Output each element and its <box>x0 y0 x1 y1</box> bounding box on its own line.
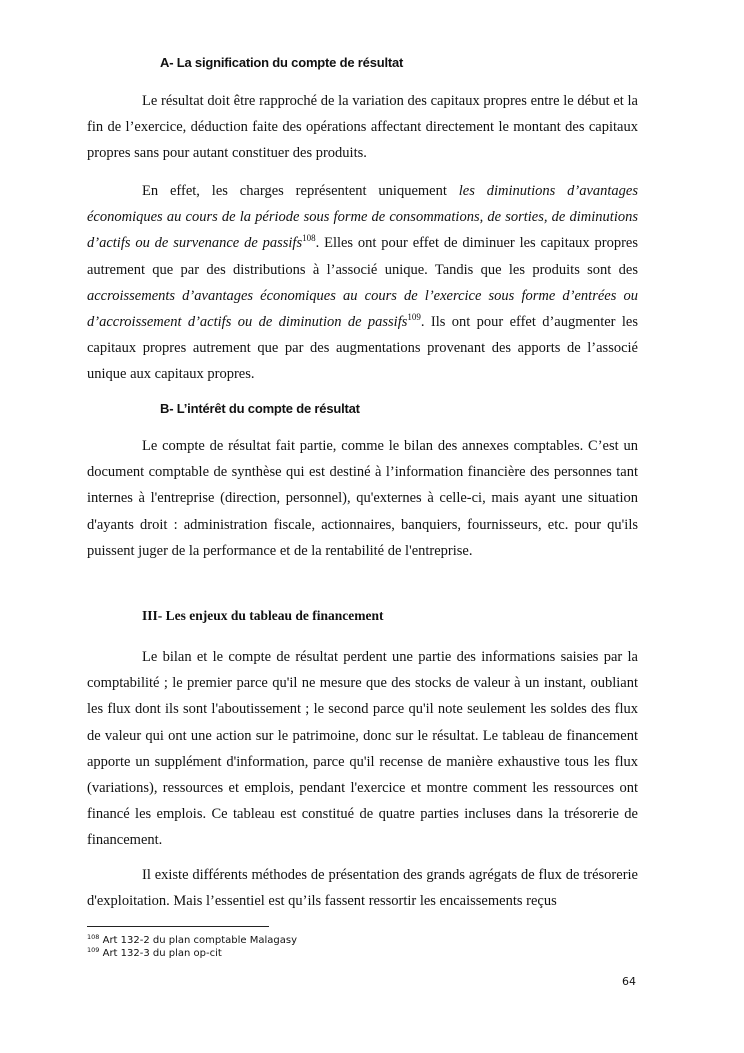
section-iii-heading: III- Les enjeux du tableau de financement <box>142 608 384 623</box>
footnote-108-text: Art 132-2 du plan comptable Malagasy <box>102 935 298 946</box>
page-number: 64 <box>622 975 636 988</box>
footnote-109-text: Art 132-3 du plan op-cit <box>102 948 222 959</box>
p2-text-3: . Ils ont pour effet d’augmenter les capitaux propres autrement que par des augmentations provenant des apports de l’associé unique aux capitaux propres. <box>87 314 638 383</box>
section-b-heading: B- L’intérêt du compte de résultat <box>160 401 360 416</box>
footnote-109-number: 109 <box>87 946 100 954</box>
p2-italic-definition-produits: accroissements d’avantages économiques au cours de l’exercice sous forme d’entrées ou d’accroissement d’actifs ou de diminution de passifs <box>87 287 638 331</box>
footnote-ref-108: 108 <box>302 233 316 244</box>
section-a-heading: A- La signification du compte de résultat <box>160 55 404 70</box>
p2-text-2: . Elles ont pour effet de diminuer les capitaux propres autrement que par des distributions à l’associé unique. Tandis que les produits sont des <box>87 235 638 278</box>
footnote-ref-109: 109 <box>407 312 421 323</box>
footnote-separator <box>87 926 269 927</box>
section-a-paragraph-1: Le résultat doit être rapproché de la variation des capitaux propres entre le début et la fin de l’exercice, déduction faite des opérations affectant directement le montant des capitaux propres sans pour autant constituer des produits. <box>87 93 638 162</box>
footnote-109 <box>87 947 222 960</box>
p2-text-1: En effet, les charges représentent uniquement <box>142 183 459 199</box>
section-iii-paragraph-1: Le bilan et le compte de résultat perdent une partie des informations saisies par la comptabilité ; le premier parce qu'il ne mesure que des stocks de valeur à un instant, oubliant les flux dont ils sont l'aboutissement ; le second parce qu'il note seulement les soldes des flux de valeur qui ont une action sur le patrimoine, donc sur le résultat. Le tableau de financement apporte un supplément d'information, parce qu'il recense de manière exhaustive tous les flux (variations), ressources et emplois, pendant l'exercice et montre comment les ressources ont financé les emplois. Ce tableau est constitué de quatre parties incluses dans la trésorerie de financement. <box>87 649 638 849</box>
section-iii-paragraph-2: Il existe différents méthodes de présentation des grands agrégats de flux de trésorerie d'exploitation. Mais l’essentiel est qu’ils fassent ressortir les encaissements reçus <box>87 867 638 910</box>
section-b-paragraph-1: Le compte de résultat fait partie, comme le bilan des annexes comptables. C’est un document comptable de synthèse qui est destiné à l’information financière des personnes tant internes à l'entreprise (direction, personnel), qu'externes à celle-ci, mais ayant une situation d'ayants droit : administration fiscale, actionnaires, banquiers, fournisseurs, etc. pour qu'ils puissent juger de la performance et de la rentabilité de l'entreprise. <box>87 438 638 559</box>
section-a-paragraph-2 <box>87 178 638 388</box>
p2-italic-definition-charges: les diminutions d’avantages économiques au cours de la période sous forme de consommations, de sorties, de diminutions d’actifs ou de survenance de passifs <box>87 183 638 252</box>
footnote-108-number: 108 <box>87 933 100 941</box>
footnote-108 <box>87 934 297 947</box>
